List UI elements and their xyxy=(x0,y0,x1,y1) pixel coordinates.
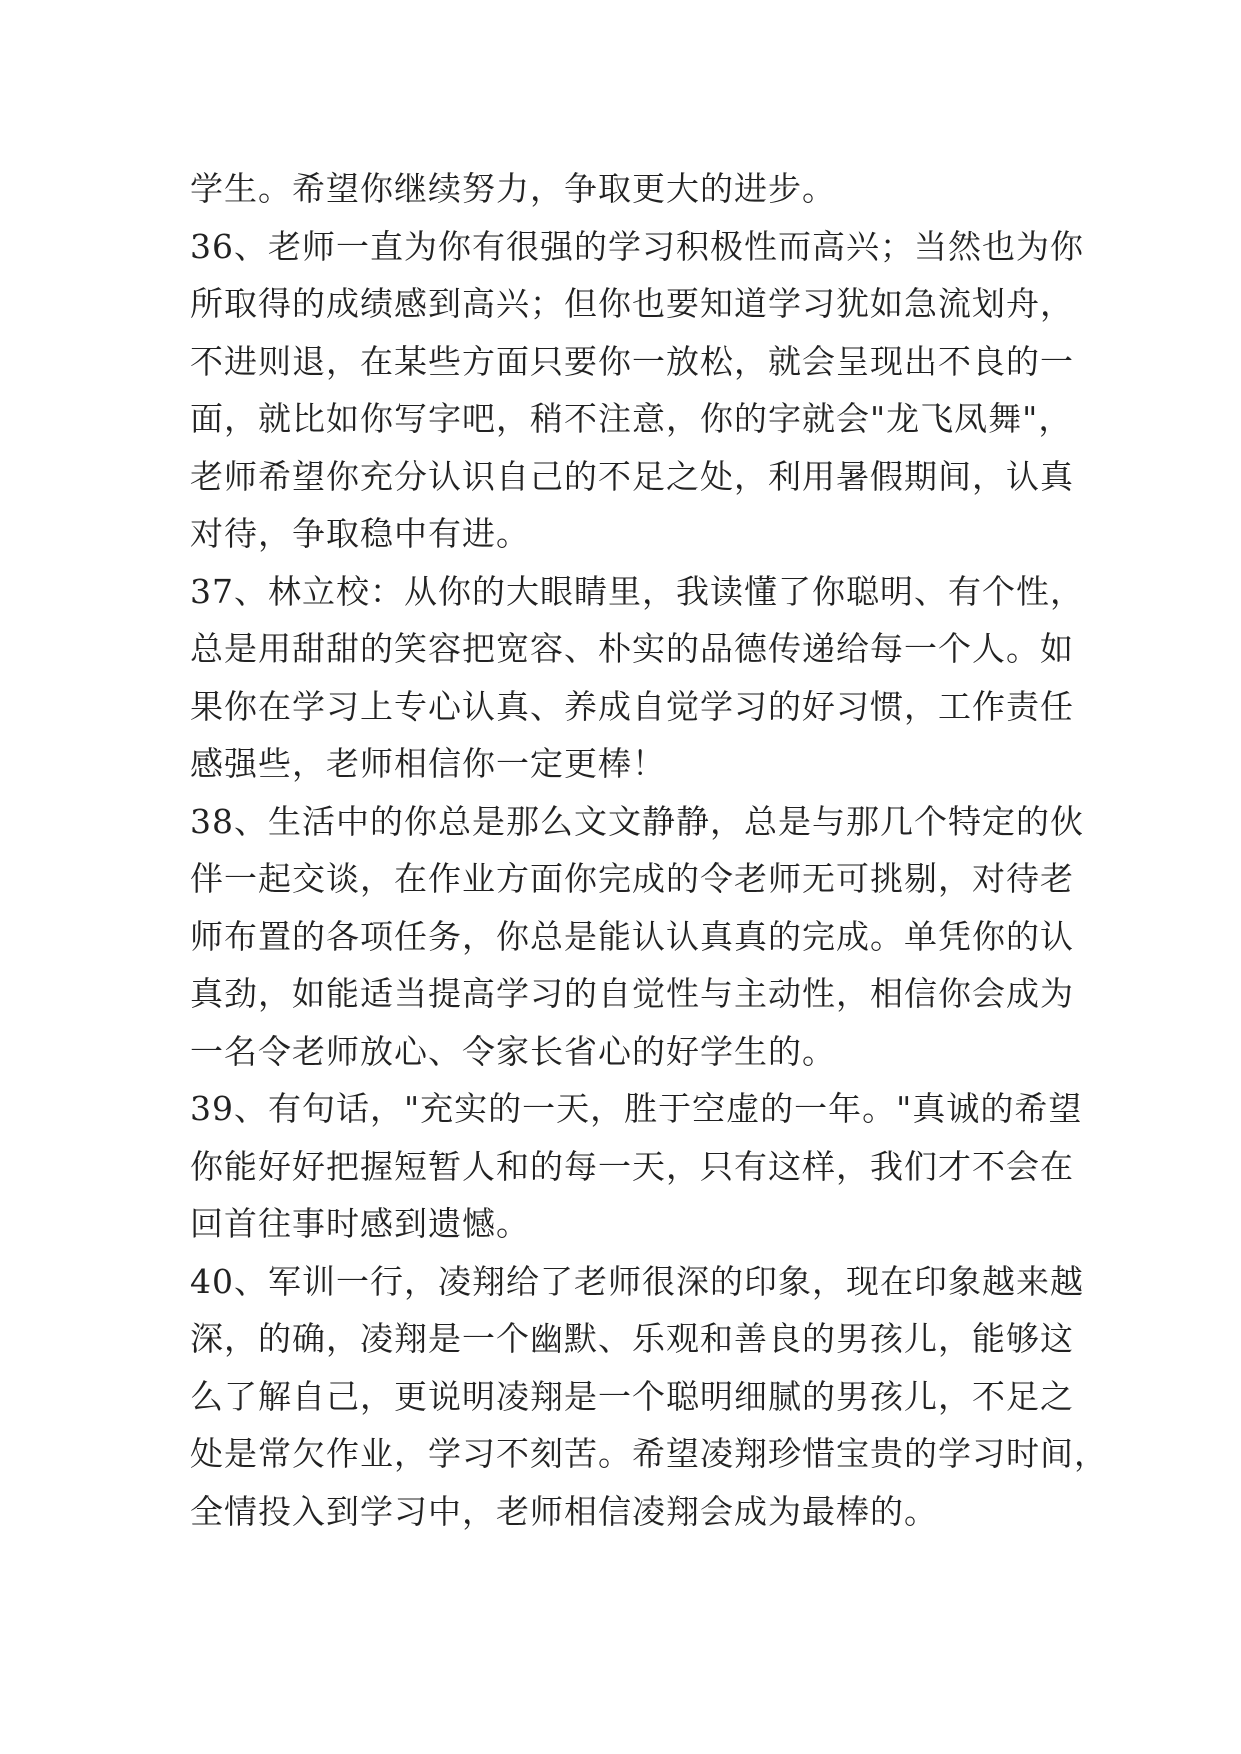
text-line: 你能好好把握短暂人和的每一天，只有这样，我们才不会在 xyxy=(190,1146,1074,1186)
text-line: 果你在学习上专心认真、养成自觉学习的好习惯，工作责任 xyxy=(190,686,1074,726)
text-line: 总是用甜甜的笑容把宽容、朴实的品德传递给每一个人。如 xyxy=(190,629,1074,668)
text-line: 处是常欠作业，学习不刻苦。希望凌翔珍惜宝贵的学习时间， xyxy=(190,1434,1108,1473)
text-line: 老师希望你充分认识自己的不足之处，利用暑假期间，认真 xyxy=(190,456,1074,496)
text-line: 真劲，如能适当提高学习的自觉性与主动性，相信你会成为 xyxy=(190,974,1074,1013)
body-text xyxy=(190,160,1108,1540)
text-line: 40、军训一行，凌翔给了老师很深的印象，现在印象越来越 xyxy=(190,1261,1084,1301)
text-line: 全情投入到学习中，老师相信凌翔会成为最棒的。 xyxy=(190,1491,938,1531)
text-line: 感强些，老师相信你一定更棒！ xyxy=(190,744,666,783)
text-line: 39、有句话，"充实的一天，胜于空虚的一年。"真诚的希望 xyxy=(190,1089,1083,1128)
text-line: 不进则退，在某些方面只要你一放松，就会呈现出不良的一 xyxy=(190,341,1074,381)
text-line: 回首往事时感到遗憾。 xyxy=(190,1204,530,1243)
text-line: 一名令老师放心、令家长省心的好学生的。 xyxy=(190,1031,836,1071)
text-line: 么了解自己，更说明凌翔是一个聪明细腻的男孩儿，不足之 xyxy=(190,1376,1074,1416)
text-line: 师布置的各项任务，你总是能认认真真的完成。单凭你的认 xyxy=(190,916,1074,956)
text-line: 伴一起交谈，在作业方面你完成的令老师无可挑剔，对待老 xyxy=(190,859,1074,898)
text-line: 对待，争取稳中有进。 xyxy=(190,514,530,553)
text-line: 深，的确，凌翔是一个幽默、乐观和善良的男孩儿，能够这 xyxy=(190,1319,1074,1358)
text-line: 面，就比如你写字吧，稍不注意，你的字就会"龙飞凤舞"， xyxy=(190,399,1073,438)
text-line: 36、老师一直为你有很强的学习积极性而高兴；当然也为你 xyxy=(190,226,1084,266)
text-line: 37、林立校：从你的大眼睛里，我读懂了你聪明、有个性， xyxy=(190,571,1084,611)
text-line: 38、生活中的你总是那么文文静静，总是与那几个特定的伙 xyxy=(190,801,1084,841)
text-line: 学生。希望你继续努力，争取更大的进步。 xyxy=(190,169,836,208)
text-line: 所取得的成绩感到高兴；但你也要知道学习犹如急流划舟， xyxy=(190,284,1074,323)
